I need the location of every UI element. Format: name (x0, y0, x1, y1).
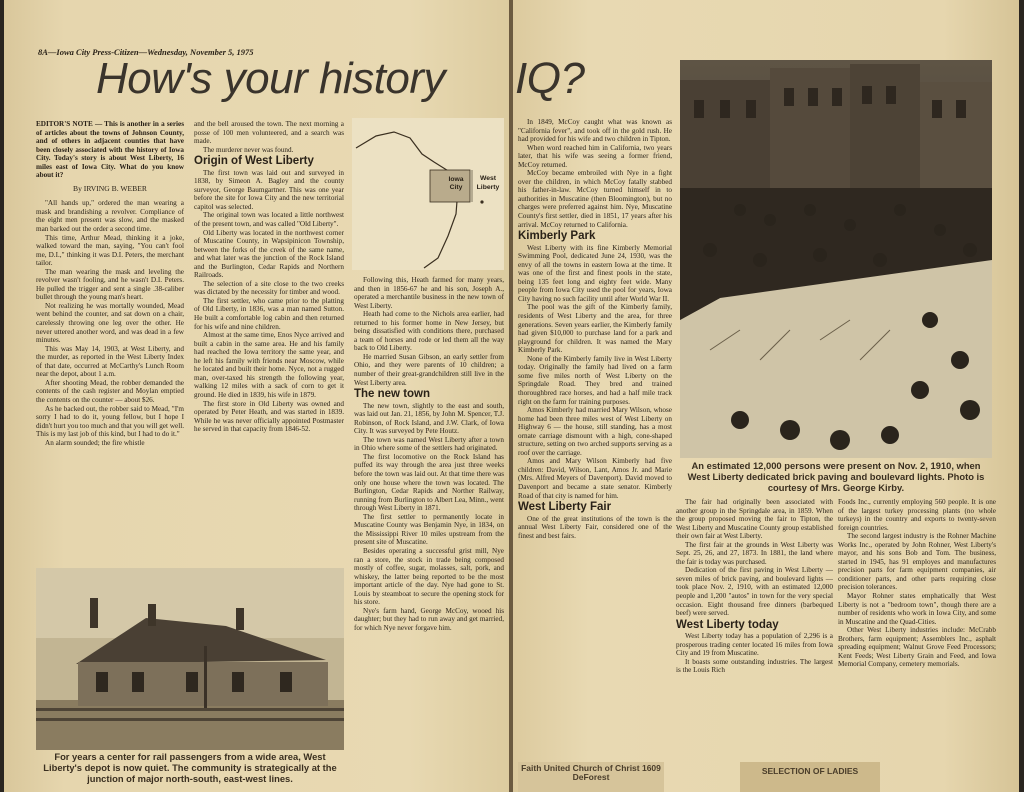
byline: By IRVING B. WEBER (73, 183, 147, 193)
paragraph: Not realizing he was mortally wounded, Mead went behind the counter, and sat down on a chair, carelessly throwing one leg over the other. He never uttered another word, and was dead in a few minutes. (36, 301, 184, 345)
subhead-new-town: The new town (354, 388, 431, 401)
church-ad-fragment (518, 762, 664, 792)
page-fold (509, 0, 513, 792)
paragraph: Nye's farm hand, George McCoy, wooed his daughter; but they had to run away and get married, for which Nye never forgave him. (354, 606, 504, 632)
paragraph: The original town was located a little northwest of the present town, and was called "Old Liberty". (194, 211, 344, 229)
paragraph: He married Susan Gibson, an early settler from Ohio, and they were parents of 10 children; a number of their great-grandchildren still live in the West Liberty area. (354, 352, 504, 387)
paragraph: Heath had come to the Nichols area earlier, had returned to his former home in New Jersey, but being dissatisfied with conditions there, purchased a team of horses and rode or led them all the way back to Old Liberty. (354, 310, 504, 353)
folio-line: 8A—Iowa City Press-Citizen—Wednesday, November 5, 1975 (38, 47, 254, 57)
column-2 (194, 120, 344, 568)
paragraph: Besides operating a successful grist mill, Nye ran a store, the stock in trade being composed mostly of coffee, sugar, molasses, salt, pork, and whiskey, the latter being reported to be the most important article of the day. Nye had gone to St. Louis by steamboat to secure the opening stock for his store. (354, 546, 504, 607)
paragraph: Amos and Mary Wilson Kimberly had five children: David, Wilson, Lant, Amos Jr. and Marie (Mrs. Alfred Meyers of Davenport). David moved to Davenport and became a state senator. Kimberly Road of that city is named for him. (518, 457, 672, 500)
paragraph: It boasts some outstanding industries. The largest is the Louis Rich (676, 657, 833, 675)
paragraph: An alarm sounded; the fire whistle (45, 438, 145, 447)
paragraph: Mayor Rohner states emphatically that West Liberty is not a "bedroom town", though there are a number of residents who work in Iowa City, and some in Muscatine and the Quad-Cities. (838, 592, 996, 626)
street-photo (680, 60, 992, 458)
ladies-ad-fragment (740, 762, 880, 792)
iowa-county-map (352, 118, 504, 270)
paragraph: The selection of a site close to the two creeks was dictated by the necessity for timber and wood. (194, 279, 344, 297)
column-3 (354, 276, 504, 792)
paragraph: One of the great institutions of the town is the annual West Liberty Fair, considered one of the finest and best fairs. (518, 514, 672, 540)
paragraph: The first settler, who came prior to the platting of Old Liberty, in 1836, was a man named Sutton. He built a comfortable log cabin and then returned for his wife and nine children. (194, 296, 344, 331)
paragraph: West Liberty with its fine Kimberly Memorial Swimming Pool, dedicated June 24, 1930, was the envy of all the towns in eastern Iowa at the time. It was one of the first and finest pools in the state, being 135 feet long and eighty feet wide. Many people from Iowa City used the pool for years, Iowa City having no such facility until after World War II. (518, 243, 672, 303)
paragraph: None of the Kimberly family live in West Liberty today. Originally the family had lived on a farm some five miles north of West Liberty on the Springdale Road. They bred and trained thoroughbred race horses, and had a half mile track right on the farm for training purposes. (518, 354, 672, 406)
map-label-west-liberty: West Liberty (476, 175, 500, 191)
depot-photo (36, 568, 344, 750)
ladies-ad-text: SELECTION OF LADIES (761, 766, 859, 776)
paragraph: The first store in Old Liberty was owned and operated by Peter Heath, and was started in 1839. While he was never officially appointed Postmaster he served in that capacity from 1846-52. (194, 399, 344, 434)
paragraph: In 1849, McCoy caught what was known as "California fever", and took off in the gold rush. He had provided for his wife and two children in Tipton. (518, 118, 672, 144)
paragraph: As he backed out, the robber said to Mead, "I'm sorry I had to do it, young fellow, but I hope I didn't hurt you too much and that you will get well. This is my last job of this kind, but I had to do it." (36, 404, 184, 439)
paragraph: When word reached him in California, two years later, that his wife was seeing a former friend, McCoy returned. (518, 143, 672, 169)
paragraph: The man wearing the mask and leveling the revolver wasn't fooling, and he wasn't D.I. Peters. He pulled the trigger and sent a single .38-caliber bullet through the young man's heart. (36, 267, 184, 302)
paragraph: The fair had originally been associated with another group in the Springdale area, in 1859. When the group proposed moving the fair to Tipton, the West Liberty and Muscatine County group established their own fair at West Liberty. (676, 498, 833, 541)
paragraph: Foods Inc., currently employing 560 people. It is one of the largest turkey processing plants (no whole turkeys) in the country and exports to twenty-seven foreign countries. (838, 498, 996, 532)
column-1 (36, 120, 184, 568)
paragraph: Almost at the same time, Enos Nyce arrived and built a cabin in the same area. He and his family had reached the Iowa territory the same year, and he left his family with friends near Moscow, while he located and built their home. Nyce, not a rugged man, over-taxed his strength the following year, walking 12 miles with a sack of corn to get it ground. He died in 1839, his wife in 1879. (194, 331, 344, 399)
column-6 (838, 498, 996, 760)
map-label-iowa-city: Iowa City (448, 176, 464, 191)
paragraph: West Liberty today has a population of 2,296 is a prosperous trading center located 16 miles from Iowa City and 19 from Muscatine. (676, 632, 833, 658)
paragraph: "All hands up," ordered the man wearing a mask and brandishing a revolver. Compliance of the eight men present was slow, and the masked man barked out the order a second time. (36, 199, 184, 234)
location-map (352, 118, 504, 270)
paragraph: Amos Kimberly had married Mary Wilson, whose home had been three miles west of West Liberty on Highway 6 — the house, still standing, has a most ornate carriage dismount with a high, cone-shaped structure, setting on two arched supports serving as a roof over the carriage. (518, 406, 672, 457)
subhead-fair: West Liberty Fair (518, 501, 612, 514)
paragraph: This time, Arthur Mead, thinking it a joke, walked toward the man, saying, "You can't fool me, D.I.," thinking it was D.I. Peters, the merchant tailor. (36, 233, 184, 268)
subhead-west-liberty-today: West Liberty today (676, 618, 779, 631)
editors-note: EDITOR'S NOTE — This is another in a series of articles about the towns of Johnson County, and of others in adjacent counties that have been closely associated with the history of Iowa City. Today's story is about West Liberty, 16 miles east of Iowa City. What do you know about it? (36, 120, 184, 180)
depot-illustration (36, 568, 344, 750)
column-5 (676, 498, 833, 758)
paragraph: Following this, Heath farmed for many years, and then in 1856-67 he and his son, Joseph A., operated a merchantile business in the new town of West Liberty. (354, 276, 504, 310)
paragraph: This was May 14, 1903, at West Liberty, and the murder, as reported in the West Liberty Index of that date, occurred at McCarthy's Lunch Room near the depot, about 1 a.m. (36, 344, 184, 379)
paragraph: McCoy became embroiled with Nye in a fight over the children, in which McCoy fatally stabbed his father-in-law. McCoy turned himself in to authorities in Muscatine (then Bloomington), but no charges were preferred against him. Nye, Muscatine County's first settler, died in 1851, 17 years after his arrival. McCoy returned to California. (518, 169, 672, 229)
paragraph: The second largest industry is the Rohner Machine Works Inc., operated by John Rohner, West Liberty's mayor, and his sons Bob and Tom. The business, started in 1945, has 91 employes and manufactures precision parts for farm equipment companies, air conditioner parts, and other parts requiring close precision tolerances. (838, 532, 996, 592)
paragraph: Old Liberty was located in the northwest corner of Muscatine County, in Wapsipinicon Township, between the forks of the creek of the same name, and what later was the junction of the Rock Island and the Burlington, Cedar Rapids and Northern Railroads. (194, 228, 344, 280)
paragraph: The first fair at the grounds in West Liberty was Sept. 25, 26, and 27, 1873. In 1881, the land where the fair is today was purchased. (676, 540, 833, 566)
headline-right: IQ? (515, 54, 585, 103)
street-illustration (680, 60, 992, 458)
church-ad-text: Faith United Church of Christ 1609 DeForest (521, 763, 661, 782)
paragraph: Dedication of the first paving in West Liberty — seven miles of brick paving, and boulevard lights — took place Nov. 2, 1910, with an estimated 12,000 people and 1,200 "autos" in town for the very special occasion. Eight thousand free dinners (barbequed beef) were served. (676, 566, 833, 618)
paragraph: and the bell aroused the town. The next morning a posse of 100 men volunteered, and a search was made. (194, 120, 344, 146)
paragraph: The first town was laid out and surveyed in 1838, by Simeon A. Bagley and the county surveyor, George Baumgartner. This was one year before the site for Iowa City and the new territorial capitol was selected. (194, 168, 344, 211)
paragraph: The first settler to permanently locate in Muscatine County was Benjamin Nye, in 1834, on the Mississippi River 10 miles upstream from the present site of Muscatine. (354, 512, 504, 547)
paragraph: After shooting Mead, the robber demanded the contents of the cash register and Moylan emptied the contents on the counter — about $26. (36, 378, 184, 404)
subhead-kimberly-park: Kimberly Park (518, 230, 596, 243)
paragraph: The town was named West Liberty after a town in Ohio where some of the settlers had originated. (354, 435, 504, 453)
paragraph: The murderer never was found. (203, 145, 294, 154)
paragraph: Other West Liberty industries include: McCrabb Brothers, farm equipment; Assemblers Inc., asphalt spreading equipment; Walnut Grove Feed Processors; Kent Feeds; West Liberty Grain and Feed, and Iowa Memorial Company, cemetery memorials. (838, 626, 996, 669)
depot-photo-caption: For years a center for rail passengers from a wide area, West Liberty's depot is now quiet. The community is strategically at the junction of major north-south, east-west lines. (43, 751, 337, 784)
street-photo-caption: An estimated 12,000 persons were present on Nov. 2, 1910, when West Liberty dedicated brick paving and boulevard lights. Photo is courtesy of Mrs. George Kirby. (687, 460, 985, 493)
column-4 (518, 118, 672, 754)
subhead-origin: Origin of West Liberty (194, 155, 314, 168)
headline-left: How's your history (96, 54, 446, 103)
paragraph: The new town, slightly to the east and south, was laid out Jan. 21, 1856, by John M. Spencer, T.J. Robinson, of Rock Island, and J.W. Clark, of Iowa City. It was surveyed by Pete Houtz. (354, 401, 504, 436)
paragraph: The pool was the gift of the Kimberly family, residents of West Liberty and the area, for three generations. Seven years earlier, the Kimberly family had given $10,000 to purchase land for a park and playground for children. It was named the Mary Kimberly Park. (518, 303, 672, 355)
paragraph: The first locomotive on the Rock Island has puffed its way through the area just three weeks before the town was laid out. At that time there was only one house where the town was located. The Burlington, Cedar Rapids and Norther Railway, running from Burlington to Albert Lea, Minn., went through West Liberty in 1871. (354, 452, 504, 513)
